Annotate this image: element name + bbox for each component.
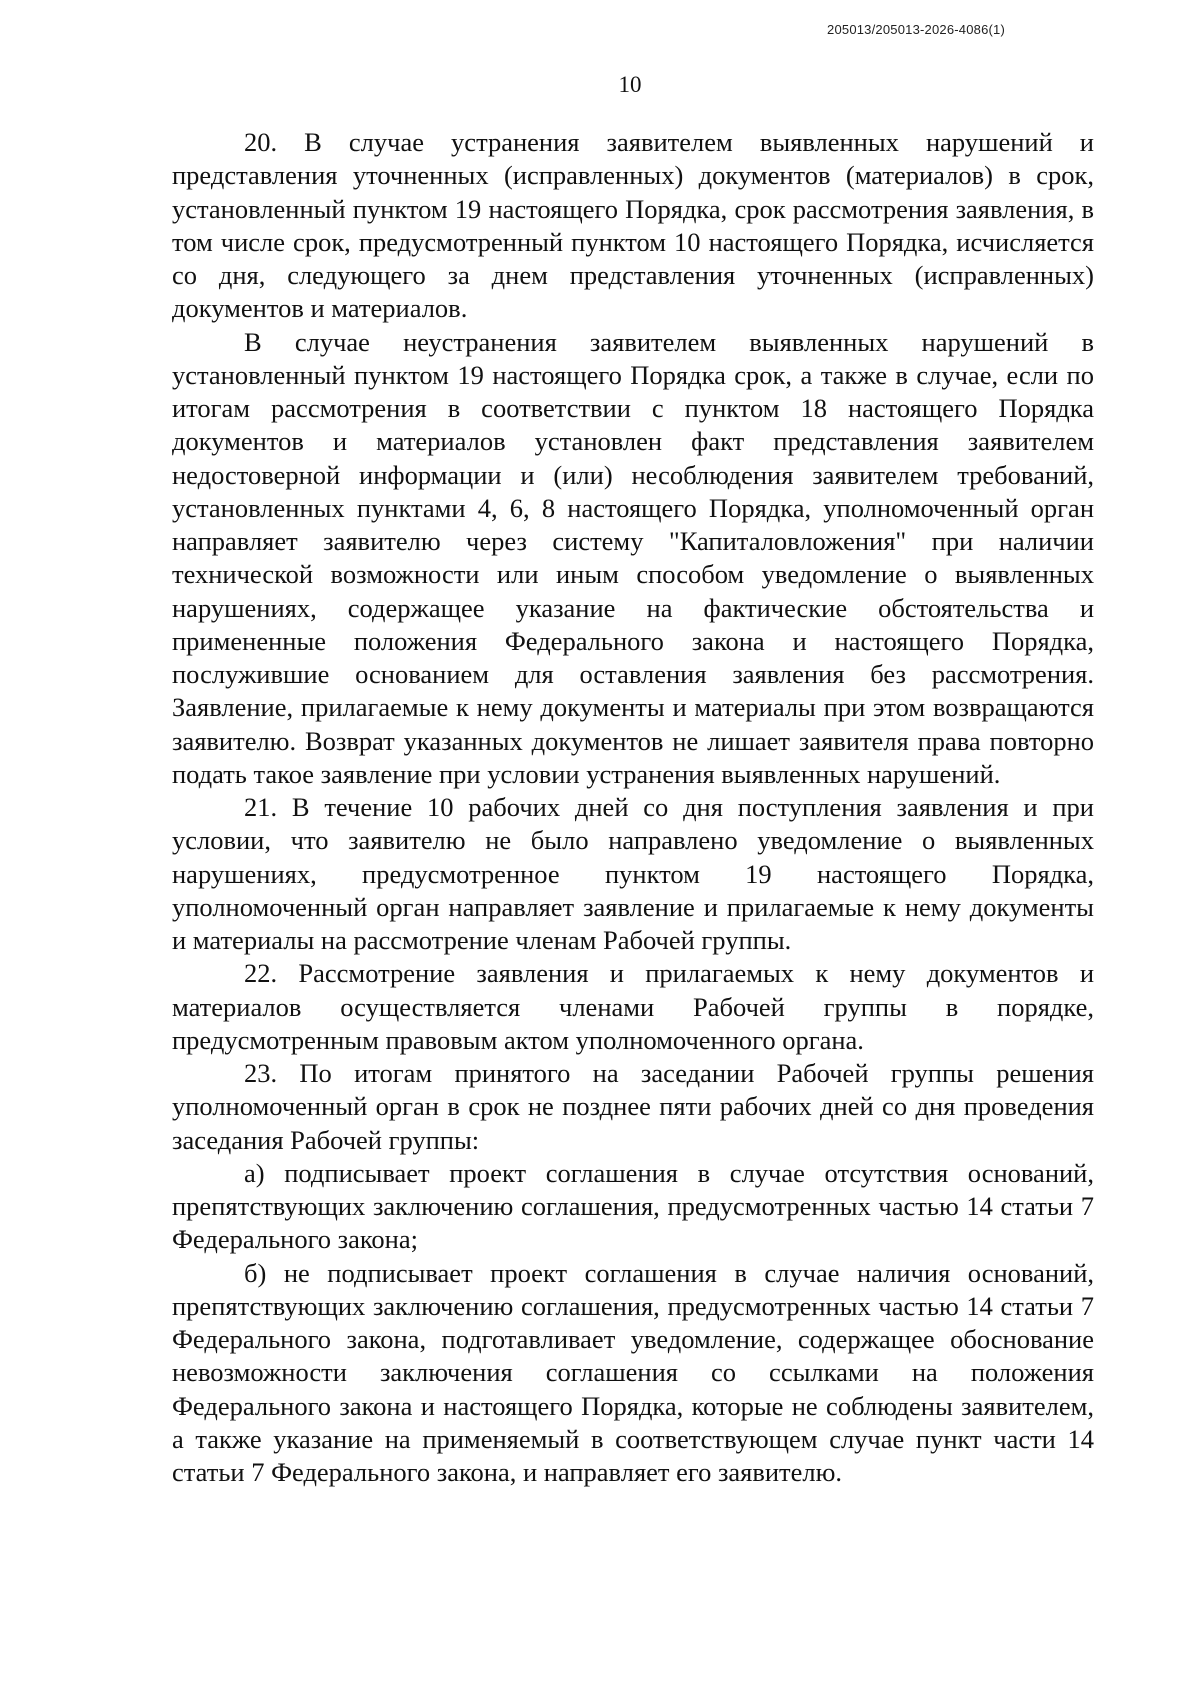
paragraph-23-item-a: а) подписывает проект соглашения в случае отсутствия оснований, препятствующих заключению соглашения, предусмотренных частью 14 статьи 7 Федерального закона; [172,1157,1094,1255]
paragraph-23: 23. По итогам принятого на заседании Рабочей группы решения уполномоченный орган в срок не позднее пяти рабочих дней со дня проведения заседания Рабочей группы: [172,1058,1094,1155]
document-body [172,126,1094,1489]
page-number: 10 [618,72,642,97]
paragraph-20: 20. В случае устранения заявителем выявленных нарушений и представления уточненных (исправленных) документов (материалов) в срок, установленный пунктом 19 настоящего Порядка, срок рассмотрения заявления, в том числе срок, предусмотренный пунктом 10 настоящего Порядка, исчисляется со дня, следующего за днем представления уточненных (исправленных) документов и материалов. [172,127,1094,324]
paragraph-21: 21. В течение 10 рабочих дней со дня поступления заявления и при условии, что заявителю не было направлено уведомление о выявленных нарушениях, предусмотренное пунктом 19 настоящего Порядка, уполномоченный орган направляет заявление и прилагаемые к нему документы и материалы на рассмотрение членам Рабочей группы. [172,792,1094,955]
paragraph-22: 22. Рассмотрение заявления и прилагаемых к нему документов и материалов осуществляется членами Рабочей группы в порядке, предусмотренным правовым актом уполномоченного органа. [172,958,1094,1055]
paragraph-23-item-b: б) не подписывает проект соглашения в случае наличия оснований, препятствующих заключению соглашения, предусмотренных частью 14 статьи 7 Федерального закона, подготавливает уведомление, содержащее обоснование невозможности заключения соглашения со ссылками на положения Федерального закона и настоящего Порядка, которые не соблюдены заявителем, а также указание на применяемый в соответствующем случае пункт части 14 статьи 7 Федерального закона, и направляет его заявителю. [172,1257,1094,1487]
document-id: 205013/205013-2026-4086(1) [827,22,1005,37]
paragraph-20-continuation: В случае неустранения заявителем выявленных нарушений в установленный пунктом 19 настоящего Порядка срок, а также в случае, если по итогам рассмотрения в соответствии с пунктом 18 настоящего Порядка документов и материалов установлен факт представления заявителем недостоверной информации и (или) несоблюдения заявителем требований, установленных пунктами 4, 6, 8 настоящего Порядка, уполномоченный орган направляет заявителю через систему "Капиталовложения" при наличии технической возможности или иным способом уведомление о выявленных нарушениях, содержащее указание на фактические обстоятельства и примененные положения Федерального закона и настоящего Порядка, послужившие основанием для оставления заявления без рассмотрения. Заявление, прилагаемые к нему документы и материалы при этом возвращаются заявителю. Возврат указанных документов не лишает заявителя права повторно подать такое заявление при условии устранения выявленных нарушений. [172,326,1094,789]
